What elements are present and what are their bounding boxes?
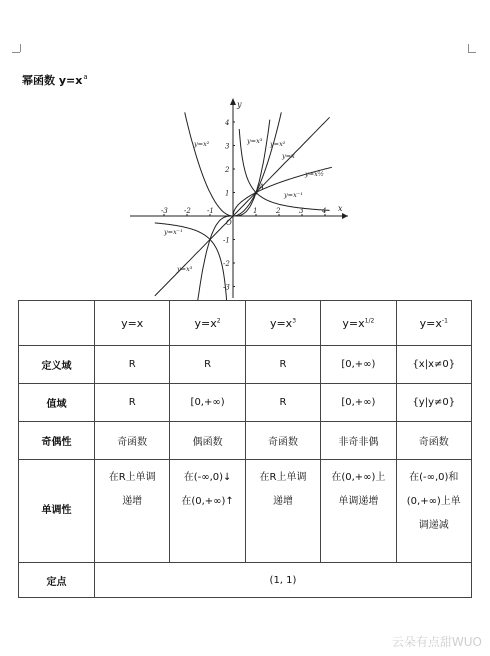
cell-line: 递增 bbox=[272, 496, 293, 507]
x-tick-label: -2 bbox=[184, 207, 191, 215]
table-cell: [0,+∞) bbox=[321, 384, 396, 422]
cell-line: 在R上单调 bbox=[259, 472, 307, 483]
label-y-x3-bottom: y=x³ bbox=[177, 265, 193, 273]
cell-line: 在R上单调 bbox=[108, 472, 156, 483]
cell-line: (0,+∞)上单 bbox=[406, 496, 461, 507]
label-y-x: y=x bbox=[282, 152, 295, 160]
table-cell: R bbox=[245, 346, 320, 384]
table-cell: R bbox=[170, 346, 245, 384]
label-y-x2-right: y=x² bbox=[270, 140, 286, 148]
cell-line: 调递减 bbox=[418, 520, 449, 531]
table-cell: (1, 1) bbox=[95, 563, 472, 598]
header-corner-cell bbox=[19, 301, 95, 346]
table-cell: 非奇非偶 bbox=[321, 422, 396, 460]
y-tick-label: -2 bbox=[223, 260, 230, 268]
table-row bbox=[19, 563, 472, 598]
origin-label: O bbox=[226, 219, 232, 227]
row-label: 值域 bbox=[19, 384, 95, 422]
corner-mark-left-h bbox=[12, 52, 20, 53]
x-axis-arrow bbox=[342, 213, 348, 219]
header-function-text: y=x bbox=[194, 316, 217, 330]
y-tick-label: 2 bbox=[225, 166, 230, 174]
x-tick-label: 3 bbox=[299, 207, 304, 215]
y-axis-label: y bbox=[237, 100, 242, 109]
table-header-row bbox=[19, 301, 472, 346]
table-cell: R bbox=[95, 346, 170, 384]
label-y-x-inv-left: y=x⁻¹ bbox=[164, 228, 183, 236]
cell-line: 在(0,+∞)↑ bbox=[181, 496, 234, 507]
cell-line: 在(-∞,0)和 bbox=[409, 472, 459, 483]
header-cell bbox=[170, 301, 245, 346]
page-title-exponent: a bbox=[83, 73, 88, 82]
x-tick-label: -1 bbox=[207, 207, 214, 215]
label-y-x-inv-right: y=x⁻¹ bbox=[284, 191, 303, 199]
x-tick-label: -3 bbox=[161, 207, 168, 215]
header-function-text: y=x bbox=[342, 316, 365, 330]
header-exponent: 1/2 bbox=[364, 316, 375, 324]
corner-mark-right-h bbox=[468, 52, 476, 53]
table-row bbox=[19, 460, 472, 563]
header-exponent: -1 bbox=[441, 316, 448, 324]
table-cell bbox=[245, 460, 320, 563]
header-exponent: 2 bbox=[216, 316, 221, 324]
cell-line: 递增 bbox=[122, 496, 143, 507]
table-cell: {y|y≠0} bbox=[396, 384, 471, 422]
table-cell: R bbox=[245, 384, 320, 422]
table-cell: 奇函数 bbox=[396, 422, 471, 460]
x-tick-label: 1 bbox=[253, 207, 258, 215]
table-row bbox=[19, 422, 472, 460]
header-cell bbox=[396, 301, 471, 346]
page-title bbox=[22, 72, 88, 88]
table-cell: [0,+∞) bbox=[321, 346, 396, 384]
table-cell bbox=[170, 460, 245, 563]
x-tick-label: 2 bbox=[276, 207, 281, 215]
table-cell bbox=[396, 460, 471, 563]
row-label: 定义域 bbox=[19, 346, 95, 384]
table-cell: R bbox=[95, 384, 170, 422]
row-label: 定点 bbox=[19, 563, 95, 598]
table-cell bbox=[321, 460, 396, 563]
label-y-x2-left: y=x² bbox=[194, 140, 210, 148]
table-cell: 偶函数 bbox=[170, 422, 245, 460]
table-row bbox=[19, 384, 472, 422]
header-function-text: y=x bbox=[419, 316, 442, 330]
row-label: 单调性 bbox=[19, 460, 95, 563]
y-tick-label: 4 bbox=[225, 119, 230, 127]
corner-mark-left bbox=[12, 44, 21, 52]
header-cell bbox=[95, 301, 170, 346]
y-axis-arrow bbox=[230, 98, 236, 105]
label-y-x3-top: y=x³ bbox=[247, 137, 263, 145]
point-a-label: A bbox=[259, 183, 265, 191]
y-tick-label: 3 bbox=[225, 142, 230, 151]
table-cell: 奇函数 bbox=[95, 422, 170, 460]
label-y-x-half: y=x½ bbox=[305, 170, 325, 178]
cell-line: 在(-∞,0)↓ bbox=[183, 472, 232, 483]
header-exponent: 3 bbox=[292, 316, 297, 324]
table-cell: [0,+∞) bbox=[170, 384, 245, 422]
y-tick-label: -1 bbox=[223, 236, 230, 245]
y-tick-label: -3 bbox=[223, 283, 230, 292]
cell-line: 在(0,+∞)上 bbox=[331, 472, 386, 483]
table-cell: {x|x≠0} bbox=[396, 346, 471, 384]
table-cell bbox=[95, 460, 170, 563]
page-title-text: 幂函数 y=x bbox=[22, 74, 83, 87]
cell-line: 单调递增 bbox=[338, 496, 379, 507]
point-a bbox=[255, 192, 258, 195]
header-function-text: y=x bbox=[269, 316, 293, 330]
header-cell bbox=[245, 301, 320, 346]
power-function-graph bbox=[130, 98, 352, 300]
header-function-text: y=x bbox=[121, 316, 144, 330]
table-cell: 奇函数 bbox=[245, 422, 320, 460]
header-cell bbox=[321, 301, 396, 346]
properties-table bbox=[18, 300, 472, 598]
x-tick-label: 4 bbox=[322, 207, 327, 215]
table-row bbox=[19, 346, 472, 384]
row-label: 奇偶性 bbox=[19, 422, 95, 460]
x-axis-label: x bbox=[338, 204, 343, 213]
y-tick-label: 1 bbox=[225, 189, 230, 198]
watermark: 云朵有点甜WUO bbox=[391, 635, 482, 649]
corner-mark-right bbox=[468, 44, 477, 52]
